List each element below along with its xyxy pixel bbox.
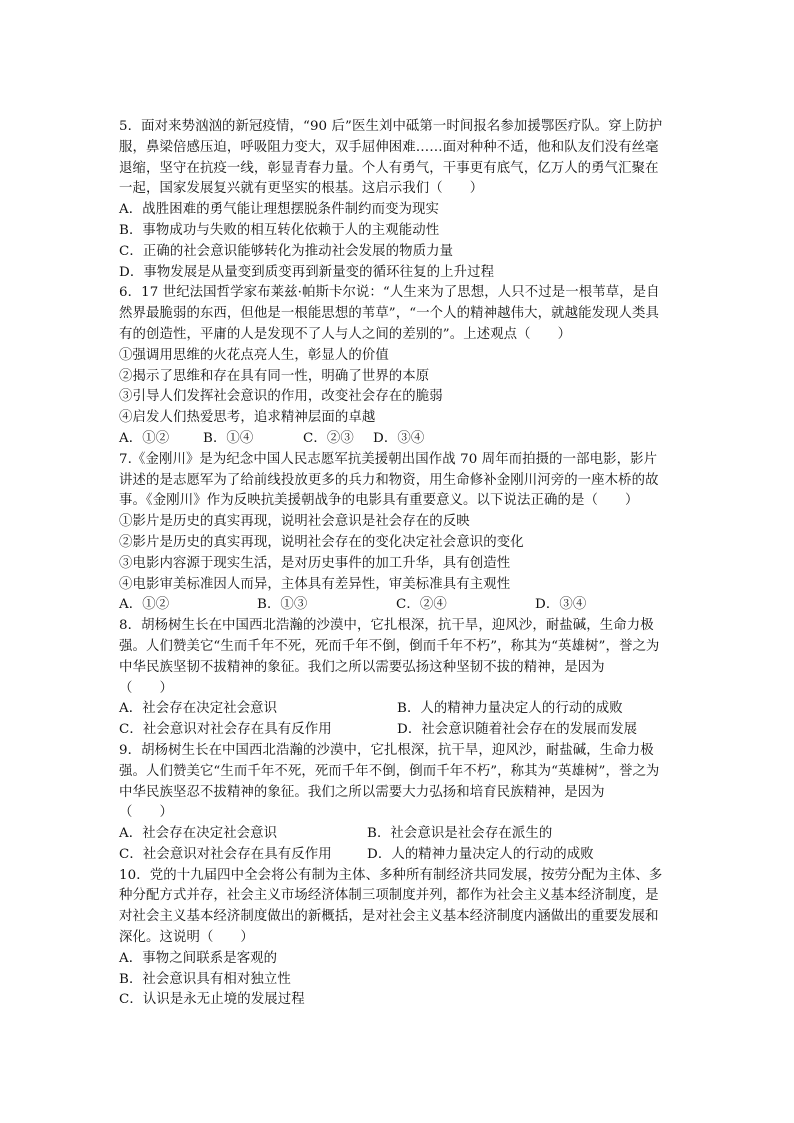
question-7-stem-line: 事。《金刚川》作为反映抗美援朝战争的电影具有重要意义。以下说法正确的是（ ） (119, 493, 639, 509)
question-6-stem-line: 有的创造性，平庸的人是发现不了人与人之间的差别的”。上述观点（ ） (119, 326, 572, 342)
question-5-option-b: B．事物成功与失败的相互转化依赖于人的主观能动性 (119, 222, 440, 238)
question-7-item: ②影片是历史的真实再现，说明社会存在的变化决定社会意识的变化 (119, 534, 524, 550)
question-5-stem-line: 服，鼻梁倍感压迫，呼吸阻力变大，双手屈伸困难……面对种种不适，他和队友们没有丝毫 (119, 139, 659, 155)
question-10-stem-line: 对社会主义基本经济制度做出的新概括，是对社会主义基本经济制度内涵做出的重要发展和 (119, 909, 659, 925)
question-9-option-c: C．社会意识对社会存在具有反作用 (119, 846, 332, 862)
question-7-item: ④电影审美标准因人而异，主体具有差异性，审美标准具有主观性 (119, 576, 511, 592)
question-10-option-c: C．认识是永无止境的发展过程 (119, 992, 305, 1008)
question-6-option-c: C．②③ (303, 430, 354, 446)
question-8-option-d: D．社会意识随着社会存在的发展而发展 (397, 722, 638, 738)
question-7-option-d: D．③④ (535, 597, 587, 613)
question-7-stem-line: 讲述的是志愿军为了给前线投放更多的兵力和物资，用生命修补金刚川河旁的一座木桥的故 (119, 472, 659, 488)
question-9-option-a: A．社会存在决定社会意识 (119, 826, 278, 842)
question-7-option-c: C．②④ (396, 597, 447, 613)
question-10-stem-line: 10．党的十九届四中全会将公有制为主体、多种所有制经济共同发展，按劳分配为主体、多 (119, 867, 663, 883)
question-8 (119, 616, 679, 741)
question-9-option-b: B．社会意识是社会存在派生的 (367, 826, 553, 842)
question-8-stem-line: （ ） (119, 680, 173, 696)
question-9-stem-line: 强。人们赞美它“生而千年不死，死而千年不倒，倒而千年不朽”，称其为“英雄树”，誉之为 (119, 763, 660, 779)
question-8-option-b: B．人的精神力量决定人的行动的成败 (397, 701, 623, 717)
question-8-option-a: A．社会存在决定社会意识 (119, 701, 278, 717)
question-9-stem-line: 9．胡杨树生长在中国西北浩瀚的沙漠中，它扎根深，抗干旱，迎风沙，耐盐碱，生命力极 (119, 742, 654, 758)
question-page (119, 117, 679, 1011)
question-9-stem-line: 中华民族坚忍不拔精神的象征。我们之所以需要大力弘扬和培育民族精神，是因为 (119, 784, 605, 800)
question-6-options (119, 429, 679, 450)
question-5-stem-line: 一起，国家发展复兴就有更坚实的根基。这启示我们（ ） (119, 181, 484, 197)
question-10-stem-line: 深化。这说明（ ） (119, 930, 254, 946)
question-5-option-d: D．事物发展是从量变到质变再到新量变的循环往复的上升过程 (119, 264, 495, 280)
question-6 (119, 283, 679, 449)
question-9-options-row (119, 824, 679, 845)
question-7-options (119, 595, 679, 616)
question-6-option-a: A．①② (119, 430, 170, 446)
question-7-item: ①影片是历史的真实再现，说明社会意识是社会存在的反映 (119, 514, 470, 530)
question-10 (119, 866, 679, 1012)
question-6-item: ①强调用思维的火花点亮人生，彰显人的价值 (119, 347, 389, 363)
question-6-stem-line: 6．17 世纪法国哲学家布莱兹·帕斯卡尔说：“人生来为了思想，人只不过是一根苇草，是自 (119, 285, 660, 301)
question-8-option-c: C．社会意识对社会存在具有反作用 (119, 722, 332, 738)
question-8-stem-line: 8．胡杨树生长在中国西北浩瀚的沙漠中，它扎根深，抗干旱，迎风沙，耐盐碱，生命力极 (119, 618, 654, 634)
question-9 (119, 741, 679, 866)
question-9-option-d: D．人的精神力量决定人的行动的成败 (367, 846, 594, 862)
question-6-option-d: D．③④ (373, 430, 425, 446)
question-6-stem-line: 然界最脆弱的东西，但他是一根能思想的苇草”，“一个人的精神越伟大，就越能发现人类具 (119, 306, 660, 322)
question-7 (119, 450, 679, 616)
question-9-stem-line: （ ） (119, 805, 173, 821)
question-8-options-row (119, 699, 679, 720)
question-6-item: ②揭示了思维和存在具有同一性，明确了世界的本原 (119, 368, 430, 384)
question-5-option-c: C．正确的社会意识能够转化为推动社会发展的物质力量 (119, 243, 454, 259)
question-5-stem-line: 退缩，坚守在抗疫一线，彰显青春力量。个人有勇气，干事更有底气，亿万人的勇气汇聚在 (119, 160, 659, 176)
question-10-option-b: B．社会意识具有相对独立性 (119, 971, 291, 987)
question-7-option-b: B．①③ (257, 597, 308, 613)
question-5 (119, 117, 679, 283)
question-6-item: ③引导人们发挥社会意识的作用，改变社会存在的脆弱 (119, 389, 443, 405)
question-9-options-row (119, 845, 679, 866)
question-8-options-row (119, 720, 679, 741)
question-7-stem-line: 7.《金刚川》是为纪念中国人民志愿军抗美援朝出国作战 70 周年而拍摄的一部电影，影片 (119, 451, 658, 467)
question-5-stem-line: 5．面对来势汹汹的新冠疫情，“90 后”医生刘中砥第一时间报名参加援鄂医疗队。穿上防护 (119, 119, 663, 134)
question-6-option-b: B．①④ (203, 430, 254, 446)
question-5-option-a: A．战胜困难的勇气能让理想摆脱条件制约而变为现实 (119, 202, 440, 218)
question-10-stem-line: 种分配方式并存，社会主义市场经济体制三项制度并列，都作为社会主义基本经济制度，是 (119, 888, 659, 904)
question-7-item: ③电影内容源于现实生活，是对历史事件的加工升华，具有创造性 (119, 555, 511, 571)
question-7-option-a: A．①② (119, 597, 170, 613)
question-10-option-a: A．事物之间联系是客观的 (119, 950, 278, 966)
question-8-stem-line: 强。人们赞美它“生而千年不死，死而千年不倒，倒而千年不朽”，称其为“英雄树”，誉之为 (119, 638, 660, 654)
question-8-stem-line: 中华民族坚韧不拔精神的象征。我们之所以需要弘扬这种坚韧不拔的精神，是因为 (119, 659, 605, 675)
question-6-item: ④启发人们热爱思考，追求精神层面的卓越 (119, 410, 376, 426)
